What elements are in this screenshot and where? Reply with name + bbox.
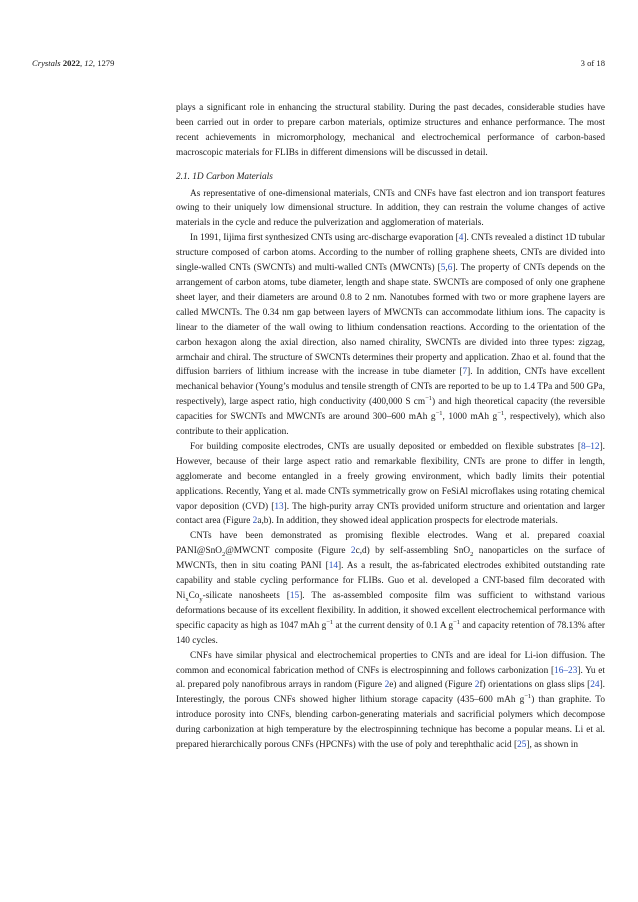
paragraph-composite-electrodes: For building composite electrodes, CNTs are usually deposited or embedded on flexible substrates [8–12]. However, because of their large aspect ratio and remarkable flexibility, CNTs are prone to differ in length, agglomerate and become entangled in a freely growing environment, which badly limits their potential applications. Recently, Yang et al. made CNTs symmetrically grow on FeSiAl microflakes using rotating chemical vapor deposition (CVD) [13]. The high-purity array CNTs provided uniform structure and orientation and larger contact area (Figure 2a,b). In addition, they showed ideal application prospects for electrode materials. xyxy=(176,441,606,527)
journal-year: 2022 xyxy=(62,58,80,68)
journal-citation: Crystals 2022, 12, 1279 xyxy=(32,58,115,68)
running-header xyxy=(32,58,605,72)
journal-volume: 12 xyxy=(84,58,93,68)
paragraph-intro-end: plays a significant role in enhancing the structural stability. During the past decades, considerable studies have been carried out in order to prepare carbon materials, optimize structures and enhance performance. The most recent achievements in micromorphology, mechanical and electrochemical performance of carbon-based macroscopic materials for FLIBs in different dimensions will be discussed in detail. xyxy=(176,103,605,158)
journal-article: , 1279 xyxy=(92,58,115,68)
citation-link[interactable]: 5 xyxy=(440,263,446,274)
citation-link[interactable]: 16–23 xyxy=(554,665,578,676)
section-title: 2.1. 1D Carbon Materials xyxy=(176,171,273,182)
citation-link[interactable]: 6 xyxy=(447,263,453,274)
citation-link[interactable]: 4 xyxy=(458,233,464,244)
paragraph-cnt-history: In 1991, Iijima first synthesized CNTs using arc-discharge evaporation [4]. CNTs revealed a distinct 1D tubular structure composed of carbon atoms. According to the number of rolling graphene sheets, CNTs are divided into single-walled CNTs (SWCNTs) and multi-walled CNTs (MWCNTs) [5,6]. The property of CNTs depends on the arrangement of carbon atoms, tube diameter, length and shape state. SWCNTs are composed of only one graphene sheet layer, and their diameters are around 0.8 to 2 nm. Nanotubes formed with two or more graphene layers are called MWCNTs. The 0.34 nm gap between layers of MWCNTs can accommodate lithium ions. The capacity is linear to the diameter of the wall owing to lithium condensation reactions. According to the orientation of the carbon hexagon along the axial direction, also named chirality, SWCNTs are divided into three types: zigzag, armchair and chiral. The structure of SWCNTs determines their property and application. Zhao et al. found that the diffusion barriers of lithium increase with the increase in tube diameter [7]. In addition, CNTs have excellent mechanical behavior (Young’s modulus and tensile strength of CNTs are reported to be up to 1.4 TPa and 500 GPa, respectively), large aspect ratio, high conductivity (400,000 S $cm^{-1}$) and high theoretical capacity (the reversible capacities for SWCNTs and MWCNTs are around 300–600 mAh $g^{-1}$, 1000 mAh $g^{-1}$, respectively), which also contribute to their application. xyxy=(176,233,606,438)
paragraph-cnfs: CNFs have similar physical and electrochemical properties to CNTs and are ideal for Li-ion diffusion. The common and economical fabrication method of CNFs is electrospinning and follows carbonization [16–23]. Yu et al. prepared poly nanofibrous arrays in random (Figure 2e) and aligned (Figure 2f) orientations on glass slips [24]. Interestingly, the porous CNFs showed higher lithium storage capacity (435–600 mAh $g^{-1}$) than graphite. To introduce porosity into CNFs, blending carbon-generating materials and sacrificial polymers which decompose during carbonization at high temperature by the electrospinning technique has become a popular means. Li et al. prepared hierarchically porous CNFs (HPCNFs) with the use of poly and terephthalic acid [25], as shown in xyxy=(176,650,605,751)
citation-link[interactable]: 8–12 xyxy=(580,441,600,452)
figure-link[interactable]: 2 xyxy=(350,546,356,557)
citation-link[interactable]: 7 xyxy=(462,367,468,378)
citation-link[interactable]: 15 xyxy=(289,591,300,601)
page-number: 3 of 18 xyxy=(580,58,605,68)
citation-link[interactable]: 25 xyxy=(517,740,527,751)
paragraph-1d-intro: As representative of one-dimensional materials, CNTs and CNFs have fast electron and ion transport features owing to their uniquely low dimensional structure. In addition, they can restrain the volume changes of active materials in the cycle and reduce the pulverization and agglomeration of materials. xyxy=(176,188,605,229)
citation-link[interactable]: 13 xyxy=(274,501,284,512)
paragraph-flexible-electrodes: CNTs have been demonstrated as promising flexible electrodes. Wang et al. prepared coaxial PANI@SnO$_2$@MWCNT composite (Figure 2c,d) by self-assembling SnO$_2$ nanoparticles on the surface of MWCNTs, then in situ coating PANI [14]. As a result, the as-fabricated electrodes exhibited outstanding rate capability and stable cycling performance for FLIBs. Guo et al. developed a CNT-based film decorated with $Ni_xCo_y$-silicate nanosheets [15]. The as-assembled composite film was sufficient to withstand various deformations because of its excellent flexibility. In addition, it showed excellent electrochemical performance with specific capacity as high as 1047 mAh $g^{-1}$ at the current density of 0.1 A $g^{-1}$ and capacity retention of 78.13% after 140 cycles. xyxy=(176,531,605,646)
figure-link[interactable]: 2 xyxy=(384,680,390,691)
journal-name: Crystals xyxy=(32,58,61,68)
figure-link[interactable]: 2 xyxy=(252,516,258,527)
citation-link[interactable]: 24 xyxy=(590,680,600,691)
figure-link[interactable]: 2 xyxy=(474,680,480,691)
citation-link[interactable]: 14 xyxy=(328,561,338,572)
main-text xyxy=(176,101,605,753)
